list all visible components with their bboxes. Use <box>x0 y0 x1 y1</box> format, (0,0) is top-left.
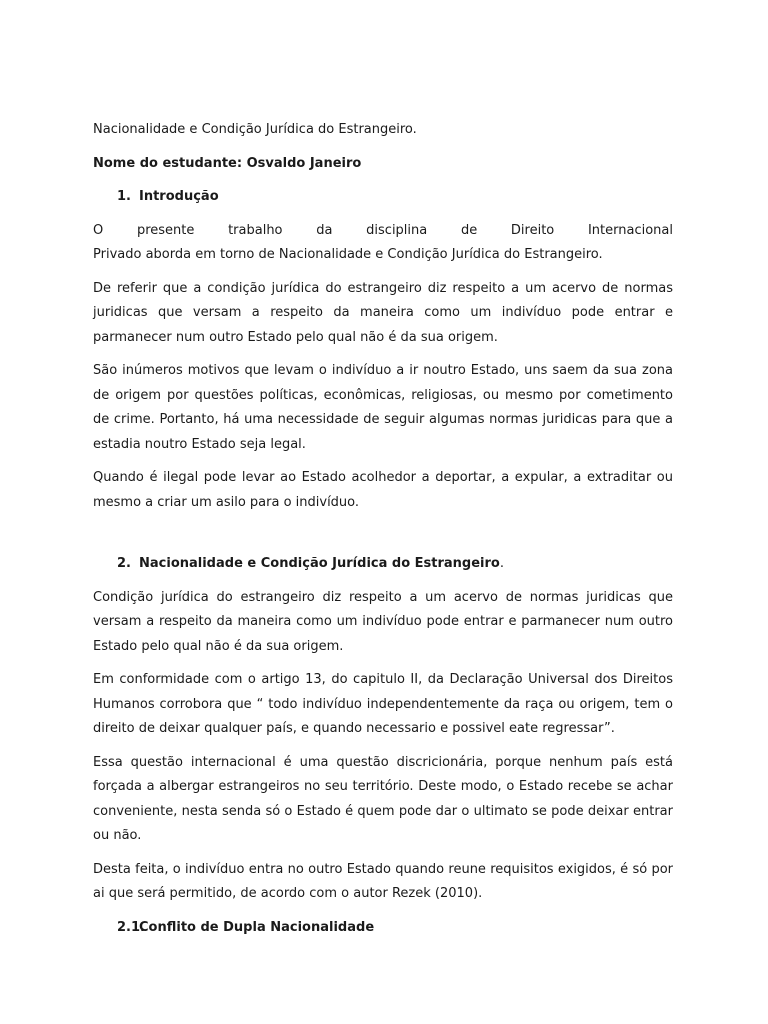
section-2-title <box>139 552 504 577</box>
paragraph-s2-3: Essa questão internacional é uma questão discricionária, porque nenhum país está forçada a albergar estrangeiros no seu território. Deste modo, o Estado recebe se achar conveniente, nesta senda só o Estado é quem pode dar o ultimato se pode deixar entrar ou não. <box>93 754 673 843</box>
section-2-heading <box>93 552 673 577</box>
document-title: Nacionalidade e Condição Jurídica do Estrangeiro. <box>93 122 417 137</box>
paragraph-s2-4: Desta feita, o indivíduo entra no outro Estado quando reune requisitos exigidos, é só por ai que será permitido, de acordo com o autor Rezek (2010). <box>93 861 673 901</box>
paragraph-s2-1: Condição jurídica do estrangeiro diz respeito a um acervo de normas juridicas que versam a respeito da maneira como um indivíduo pode entrar e parmanecer num outro Estado pelo qual não é da sua origem. <box>93 589 673 654</box>
paragraph-s2-2: Em conformidade com o artigo 13, do capitulo II, da Declaração Universal dos Direitos Humanos corrobora que “ todo indivíduo independentemente da raça ou origem, tem o direito de deixar qualquer país, e quando necessario e possivel eate regressar”. <box>93 672 673 736</box>
section-2-number: 2. <box>117 556 131 571</box>
subsection-2-1-title: Conflito de Dupla Nacionalidade <box>139 919 375 935</box>
paragraph-intro-3: São inúmeros motivos que levam o indivíduo a ir noutro Estado, uns saem da sua zona de origem por questões políticas, econômicas, religiosas, ou mesmo por cometimento de crime. Portanto, há uma necessidade de seguir algumas normas juridicas para que a estadia noutro Estado seja legal. <box>93 363 673 452</box>
paragraph-intro-2: De referir que a condição jurídica do estrangeiro diz respeito a um acervo de normas juridicas que versam a respeito da maneira como um indivíduo pode entrar e parmanecer num outro Estado pelo qual não é da sua origem. <box>93 280 673 345</box>
section-1-number: 1. <box>117 189 131 204</box>
paragraph-intro-line2: Privado aborda em torno de Nacionalidade e Condição Jurídica do Estrangeiro. <box>93 247 603 262</box>
section-1-title: Introdução <box>139 189 219 204</box>
section-gap <box>93 524 673 552</box>
section-2-title-text: Nacionalidade e Condição Jurídica do Estrangeiro <box>139 556 500 571</box>
subsection-2-1-heading <box>93 916 673 941</box>
section-2-title-suffix: . <box>499 556 504 571</box>
paragraph-intro-line1: O presente trabalho da disciplina de Direito Internacional <box>93 222 673 238</box>
section-1-heading <box>93 185 673 210</box>
document-page <box>93 118 673 949</box>
subsection-2-1-number: 2.1. <box>117 919 145 935</box>
paragraph-intro-4: Quando é ilegal pode levar ao Estado acolhedor a deportar, a expular, a extraditar ou mesmo a criar um asilo para o indivíduo. <box>93 470 673 510</box>
student-name: Nome do estudante: Osvaldo Janeiro <box>93 155 362 171</box>
